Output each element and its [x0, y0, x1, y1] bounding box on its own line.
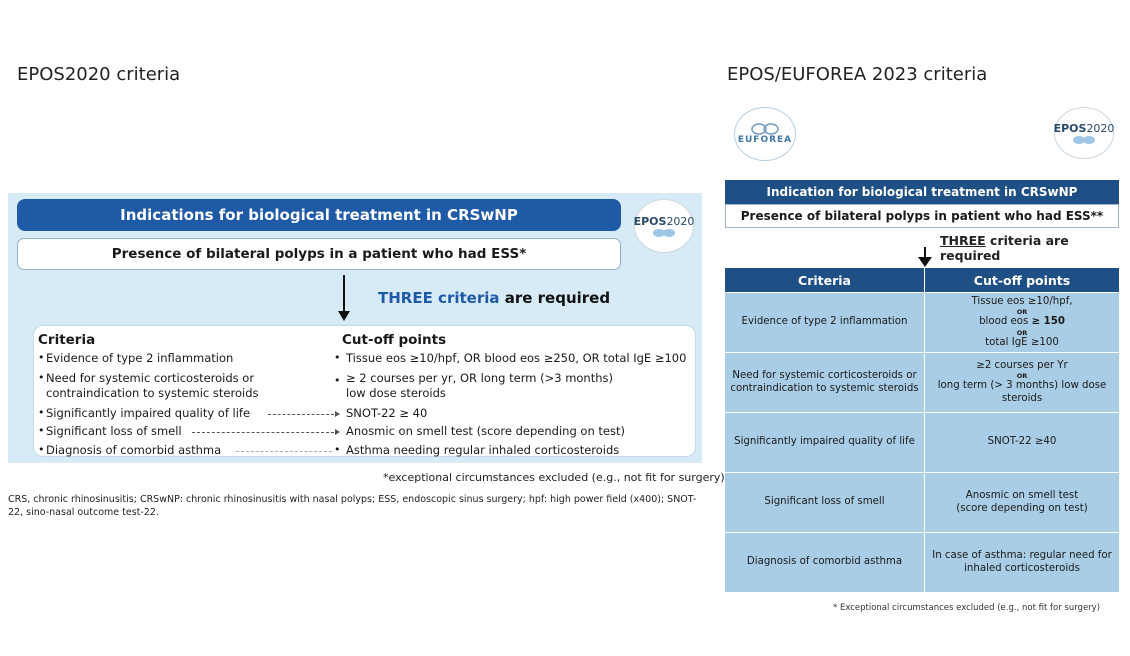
cutoff-line: In case of asthma: regular need for inhaled corticosteroids — [932, 550, 1112, 574]
euforea-logo — [734, 107, 796, 161]
right-presence-box: Presence of bilateral polyps in patient who had ESS** — [725, 204, 1119, 228]
epos-logo-text: EPOS — [633, 214, 667, 228]
or-label: OR — [1016, 328, 1028, 337]
left-cutoff: low dose steroids — [346, 386, 446, 400]
three-underlined: THREE — [940, 233, 986, 248]
left-criterion: contraindication to systemic steroids — [46, 386, 259, 400]
right-banner: Indication for biological treatment in CRSwNP — [725, 180, 1119, 204]
down-arrow-icon — [918, 247, 932, 267]
or-label: OR — [1016, 308, 1028, 317]
left-criterion: Need for systemic corticosteroids or — [46, 371, 255, 385]
epos-logo-text: EPOS — [1053, 121, 1087, 135]
table-row — [725, 352, 1119, 412]
table-row — [725, 532, 1119, 592]
criteria-table — [725, 268, 1119, 592]
bullet-icon: • — [38, 424, 45, 437]
row-cutoff — [925, 533, 1119, 592]
left-footnote: *exceptional circumstances excluded (e.g., not fit for surgery) — [383, 471, 725, 484]
bullet-icon: • — [334, 351, 341, 364]
left-criterion: Significantly impaired quality of life — [46, 406, 251, 420]
cutoff-line: Tissue eos ≥10/hpf, — [971, 295, 1073, 307]
arrow-right-icon — [335, 429, 340, 435]
table-row — [725, 292, 1119, 352]
table-header-cutoff: Cut-off points — [973, 272, 1071, 288]
cutoff-line: (score depending on test) — [956, 502, 1088, 514]
cutoff-line: total IgE ≥100 — [985, 336, 1059, 348]
left-cutoff: Tissue eos ≥10/hpf, OR blood eos ≥250, OR total IgE ≥100 — [346, 351, 687, 365]
three-suffix: criteria are required — [940, 233, 1069, 263]
row-criteria: Significantly impaired quality of life — [725, 413, 925, 472]
euforea-logo-text: EUFOREA — [737, 135, 793, 145]
cutoff-line: SNOT-22 ≥40 — [987, 436, 1057, 448]
epos2020-logo — [1054, 107, 1114, 159]
epos-logo-year: 2020 — [1086, 121, 1115, 135]
left-presence-box: Presence of bilateral polyps in a patient who had ESS* — [17, 238, 621, 270]
right-title: EPOS/EUFOREA 2023 criteria — [727, 64, 988, 85]
left-cutoff: Asthma needing regular inhaled corticosteroids — [346, 443, 620, 457]
left-three-criteria — [378, 289, 610, 307]
epos2020-logo — [634, 199, 694, 253]
bullet-icon: • — [38, 406, 45, 419]
row-cutoff — [925, 413, 1119, 472]
bullet-icon: • — [38, 351, 45, 364]
lungs-icon — [1071, 135, 1097, 145]
left-cutoff: Anosmic on smell test (score depending on test) — [346, 424, 625, 438]
table-header-criteria: Criteria — [725, 268, 925, 292]
cutoff-line: long term (> 3 months) low dose steroids — [937, 380, 1107, 404]
left-title: EPOS2020 criteria — [17, 64, 181, 85]
connector-line — [268, 414, 334, 415]
right-three-criteria — [940, 233, 1130, 263]
row-criteria: Significant loss of smell — [725, 473, 925, 532]
abbreviations: CRS, chronic rhinosinusitis; CRSwNP: chronic rhinosinusitis with nasal polyps; ESS, endoscopic sinus surgery; hpf: high power field (x400); SNOT-22, sino-nasal outcome test-22. — [8, 494, 697, 518]
lungs-icon — [651, 228, 677, 238]
left-cutoff-header: Cut-off points — [342, 332, 447, 348]
left-criteria-header: Criteria — [38, 332, 96, 348]
row-cutoff — [925, 473, 1119, 532]
cutoff-bold: ≥ 150 — [1031, 316, 1065, 328]
three-criteria-highlight: THREE criteria — [378, 289, 500, 307]
cutoff-line: Anosmic on smell test — [965, 490, 1079, 501]
right-footnote: * Exceptional circumstances excluded (e.g., not fit for surgery) — [833, 603, 1101, 613]
bullet-icon: • — [334, 443, 341, 456]
three-criteria-suffix: are required — [499, 289, 611, 307]
left-criterion: Evidence of type 2 inflammation — [46, 351, 234, 365]
table-header — [725, 268, 1119, 292]
cutoff-text: blood eos — [979, 316, 1032, 328]
left-criterion: Diagnosis of comorbid asthma — [46, 443, 222, 457]
table-row — [725, 412, 1119, 472]
left-cutoff: ≥ 2 courses per yr, OR long term (>3 months) — [346, 371, 613, 385]
cutoff-line — [979, 316, 1065, 329]
bullet-icon: • — [38, 371, 45, 384]
left-criterion: Significant loss of smell — [46, 424, 182, 438]
row-cutoff — [925, 293, 1119, 352]
cutoff-line: ≥2 courses per Yr — [976, 359, 1068, 371]
table-row — [725, 472, 1119, 532]
row-criteria: Need for systemic corticosteroids or contraindication to systemic steroids — [725, 353, 925, 412]
connector-line — [236, 451, 332, 452]
or-label: OR — [1016, 372, 1028, 381]
left-banner: Indications for biological treatment in CRSwNP — [17, 199, 621, 231]
bullet-icon: • — [38, 443, 45, 456]
lungs-icon — [750, 123, 780, 135]
connector-line — [192, 432, 334, 433]
row-criteria: Evidence of type 2 inflammation — [725, 293, 925, 352]
row-cutoff — [925, 353, 1119, 412]
row-criteria: Diagnosis of comorbid asthma — [725, 533, 925, 592]
down-arrow-icon — [338, 275, 350, 321]
arrow-right-icon — [335, 411, 340, 417]
left-cutoff: SNOT-22 ≥ 40 — [346, 406, 428, 420]
bullet-icon: • — [334, 374, 341, 387]
epos-logo-year: 2020 — [666, 214, 695, 228]
